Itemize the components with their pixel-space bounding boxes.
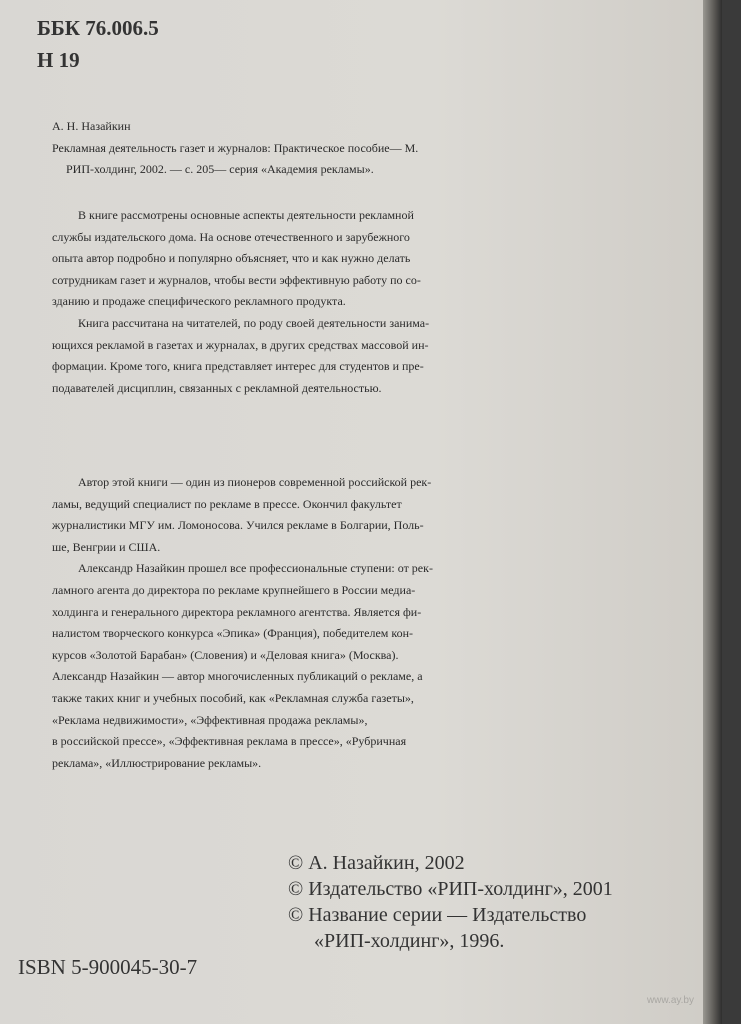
about-author-line: налистом творческого конкурса «Эпика» (Франция), победителем кон- — [52, 626, 414, 641]
bbk-code: ББК 76.006.5 — [37, 16, 159, 40]
watermark: www.ay.by — [646, 995, 694, 1006]
about-author-line: курсов «Золотой Барабан» (Словения) и «Деловая книга» (Москва). — [52, 647, 399, 662]
about-author-line: холдинга и генерального директора рекламного агентства. Является фи- — [52, 604, 422, 619]
about-author-line: реклама», «Иллюстрирование рекламы». — [52, 755, 262, 770]
about-author-line: «Реклама недвижимости», «Эффективная продажа рекламы», — [52, 712, 368, 727]
about-author-line: в российской прессе», «Эффективная реклама в прессе», «Рубричная — [52, 734, 407, 749]
copyright-block — [288, 850, 613, 954]
about-author-line: Александр Назайкин — автор многочисленных публикаций о рекламе, а — [52, 669, 423, 684]
author-mark: Н 19 — [37, 48, 80, 72]
copyright-line: © Название серии — Издательство — [288, 904, 587, 926]
about-author-line: ламного агента до директора по рекламе крупнейшего в России медиа- — [52, 582, 416, 597]
copyright-line: «РИП-холдинг», 1996. — [314, 930, 505, 952]
copyright-line: © А. Назайкин, 2002 — [288, 852, 465, 874]
annotation — [52, 205, 716, 399]
about-author-line: ламы, ведущий специалист по рекламе в прессе. Окончил факультет — [52, 496, 402, 511]
annotation-line: подавателей дисциплин, связанных с рекламной деятельностью. — [52, 380, 382, 395]
book-spine — [703, 0, 722, 1024]
annotation-line: формации. Кроме того, книга представляет интерес для студентов и пре- — [52, 359, 424, 374]
annotation-line: службы издательского дома. На основе отечественного и зарубежного — [52, 229, 410, 244]
annotation-line: сотрудникам газет и журналов, чтобы вести эффективную работу по со- — [52, 272, 421, 287]
annotation-line: В книге рассмотрены основные аспекты деятельности рекламной — [78, 208, 414, 222]
author-name: А. Н. Назайкин — [52, 119, 131, 133]
classification-block — [37, 12, 159, 76]
about-author-line: журналистики МГУ им. Ломоносова. Учился рекламе в Болгарии, Поль- — [52, 518, 424, 533]
about-author-line: Александр Назайкин прошел все профессиональные ступени: от рек- — [78, 561, 433, 576]
bibliography-line: РИП-холдинг, 2002. — с. 205— серия «Академия рекламы». — [66, 162, 374, 177]
annotation-line: ющихся рекламой в газетах и журналах, в других средствах массовой ин- — [52, 337, 429, 352]
annotation-line: зданию и продаже специфического рекламного продукта. — [52, 294, 346, 309]
copyright-line: © Издательство «РИП-холдинг», 2001 — [288, 878, 613, 900]
annotation-line: Книга рассчитана на читателей, по роду своей деятельности занима- — [78, 315, 430, 330]
bibliography-line: Рекламная деятельность газет и журналов: Практическое пособие— М. — [52, 140, 419, 155]
isbn: ISBN 5-900045-30-7 — [18, 955, 198, 979]
about-author-line: Автор этой книги — один из пионеров современной российской рек- — [78, 475, 432, 489]
bibliographic-record — [52, 116, 716, 181]
about-author-line: ше, Венгрии и США. — [52, 539, 161, 554]
about-author-line: также таких книг и учебных пособий, как «Рекламная служба газеты», — [52, 690, 414, 705]
annotation-line: опыта автор подробно и популярно объясняет, что и как нужно делать — [52, 251, 411, 266]
about-author — [52, 472, 716, 774]
